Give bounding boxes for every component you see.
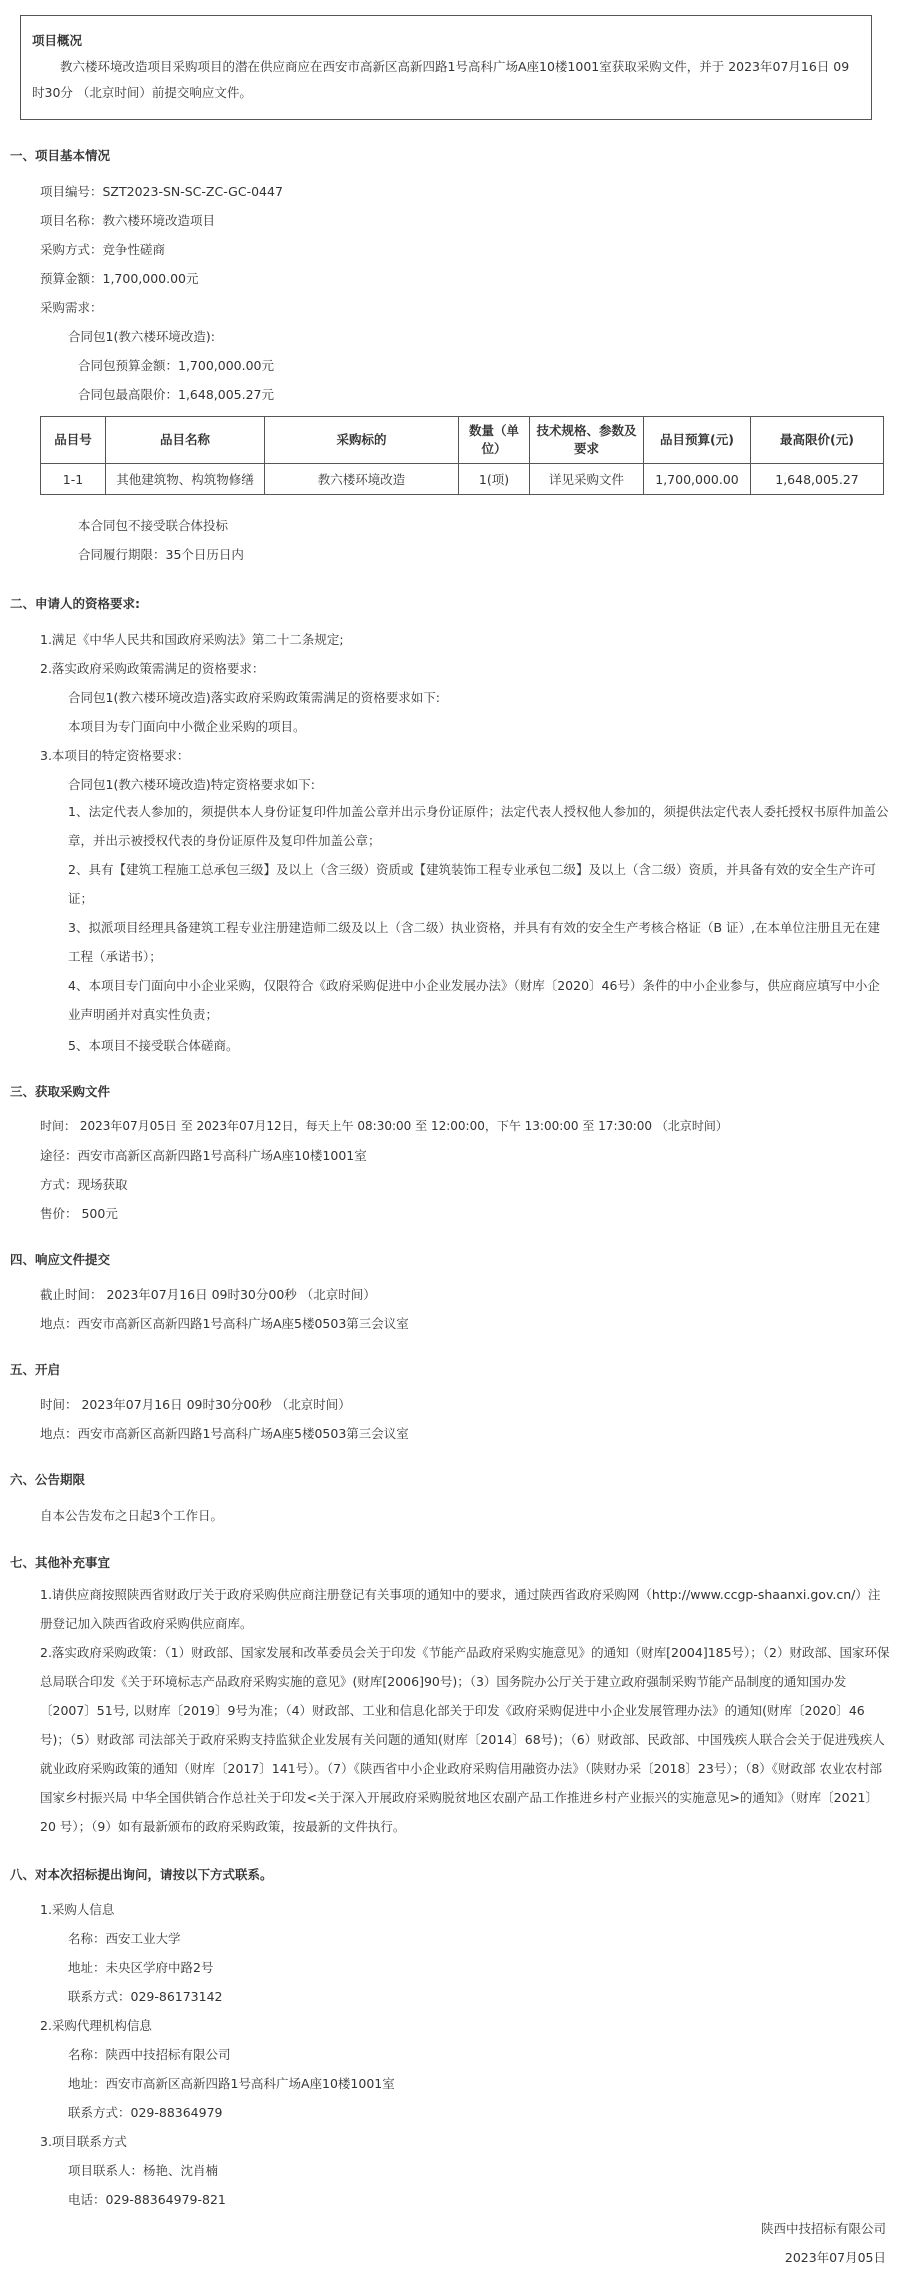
col-target: 采购标的 [265, 417, 459, 464]
contract-period: 合同履行期限：35个日历日内 [78, 547, 244, 562]
items-table [40, 416, 884, 495]
summary-title: 项目概况 [32, 33, 83, 48]
submission-deadline: 截止时间： 2023年07月16日 09时30分00秒 （北京时间） [40, 1287, 376, 1302]
section-5-heading: 五、开启 [10, 1362, 61, 1377]
footer-organization: 陕西中技招标有限公司 [760, 2221, 886, 2236]
opening-place: 地点：西安市高新区高新四路1号高科广场A座5楼0503第三会议室 [40, 1426, 409, 1441]
section-2-heading: 二、申请人的资格要求: [10, 596, 140, 611]
supplement-1: 1.请供应商按照陕西省财政厅关于政府采购供应商注册登记有关事项的通知中的要求，通过陕西省政府采购网（http://www.ccgp-shaanxi.gov.cn/）注册登记加入陕西省政府采购供应商库。 [40, 1587, 881, 1631]
agent-info-title: 2.采购代理机构信息 [40, 2018, 152, 2033]
col-specs: 技术规格、参数及要求 [530, 417, 644, 464]
acquire-place: 途径：西安市高新区高新四路1号高科广场A座10楼1001室 [40, 1148, 367, 1163]
requirement-4: 4、本项目专门面向中小企业采购，仅限符合《政府采购促进中小企业发展办法》（财库〔2020〕46号）条件的中小企业参与，供应商应填写中小企业声明函并对真实性负责； [68, 978, 880, 1022]
qual-item-1: 1.满足《中华人民共和国政府采购法》第二十二条规定; [40, 632, 344, 647]
table-row [41, 464, 884, 495]
opening-time: 时间： 2023年07月16日 09时30分00秒 （北京时间） [40, 1397, 351, 1412]
project-contact-phone: 电话：029-88364979-821 [68, 2192, 226, 2207]
qual-item-3: 3.本项目的特定资格要求： [40, 748, 190, 763]
cell-item-no: 1-1 [41, 464, 106, 495]
cell-quantity: 1(项) [459, 464, 530, 495]
requirement-1: 1、法定代表人参加的，须提供本人身份证复印件加盖公章并出示身份证原件；法定代表人授权他人参加的，须提供法定代表人委托授权书原件加盖公章，并出示被授权代表的身份证原件及复印件加盖公章； [68, 804, 889, 848]
cell-max-price: 1,648,005.27 [751, 464, 884, 495]
cell-budget: 1,700,000.00 [644, 464, 751, 495]
contract-package: 合同包1(教六楼环境改造): [68, 329, 215, 344]
package-max-price: 合同包最高限价：1,648,005.27元 [78, 387, 274, 402]
acquire-time: 时间： 2023年07月05日 至 2023年07月12日，每天上午 08:30:00 至 12:00:00，下午 13:00:00 至 17:30:00 （北京时间） [40, 1119, 728, 1133]
section-8-heading: 八、对本次招标提出询问，请按以下方式联系。 [10, 1867, 273, 1882]
summary-text: 教六楼环境改造项目采购项目的潜在供应商应在西安市高新区高新四路1号高科广场A座10楼1001室获取采购文件，并于 2023年07月16日 09时30分 （北京时间）前提交响应文件。 [32, 59, 850, 100]
col-quantity: 数量（单位） [459, 417, 530, 464]
col-max-price: 最高限价(元) [751, 417, 884, 464]
notice-period: 自本公告发布之日起3个工作日。 [40, 1508, 223, 1523]
agent-phone: 联系方式：029-88364979 [68, 2105, 223, 2120]
buyer-phone: 联系方式：029-86173142 [68, 1989, 223, 2004]
requirement-5: 5、本项目不接受联合体磋商。 [68, 1038, 239, 1053]
buyer-info-title: 1.采购人信息 [40, 1902, 115, 1917]
project-contact-person: 项目联系人：杨艳、沈肖楠 [68, 2163, 219, 2178]
qual-item-2a: 合同包1(教六楼环境改造)落实政府采购政策需满足的资格要求如下: [68, 690, 440, 705]
qual-item-2: 2.落实政府采购政策需满足的资格要求： [40, 661, 265, 676]
agent-name: 名称：陕西中技招标有限公司 [68, 2047, 231, 2062]
cell-target: 教六楼环境改造 [265, 464, 459, 495]
section-3-heading: 三、获取采购文件 [10, 1084, 111, 1099]
section-7-heading: 七、其他补充事宜 [10, 1555, 111, 1570]
submission-place: 地点：西安市高新区高新四路1号高科广场A座5楼0503第三会议室 [40, 1316, 409, 1331]
buyer-address: 地址：未央区学府中路2号 [68, 1960, 214, 1975]
procurement-demand: 采购需求： [40, 300, 103, 315]
section-6-heading: 六、公告期限 [10, 1472, 86, 1487]
no-consortium-note: 本合同包不接受联合体投标 [78, 518, 229, 533]
budget-amount: 预算金额：1,700,000.00元 [40, 271, 199, 286]
document-price: 售价： 500元 [40, 1206, 118, 1221]
agent-address: 地址：西安市高新区高新四路1号高科广场A座10楼1001室 [68, 2076, 395, 2091]
requirement-2: 2、具有【建筑工程施工总承包三级】及以上（含三级）资质或【建筑装饰工程专业承包二级】及以上（含二级）资质，并具备有效的安全生产许可证； [68, 862, 876, 906]
procurement-method: 采购方式：竞争性磋商 [40, 242, 166, 257]
project-contact-title: 3.项目联系方式 [40, 2134, 127, 2149]
supplement-2: 2.落实政府采购政策：（1）财政部、国家发展和改革委员会关于印发《节能产品政府采购实施意见》的通知（财库[2004]185号）；（2）财政部、国家环保总局联合印发《关于环境标志产品政府采购实施的意见》(财库[2006]90号)；（3）国务院办公厅关于建立政府强制采购节能产品制度的通知国办发〔2007〕51号, 以财库〔2019〕9号为准；（4）财政部、工业和信息化部关于印发《政府采购促进中小企业发展管理办法》的通知(财库〔2020〕46号)；（5）财政部 司法部关于政府采购支持监狱企业发展有关问题的通知(财库〔2014〕68号)；（6）财政部、民政部、中国残疾人联合会关于促进残疾人就业政府采购政策的通知（财库〔2017〕141号）。（7）《陕西省中小企业政府采购信用融资办法》（陕财办采〔2018〕23号）；（8）《财政部 农业农村部 国家乡村振兴局 中华全国供销合作总社关于印发<关于深入开展政府采购脱贫地区农副产品工作推进乡村产业振兴的实施意见>的通知》（财库〔2021〕20 号）；（9）如有最新颁布的政府采购政策，按最新的文件执行。 [40, 1645, 890, 1834]
qual-item-2b: 本项目为专门面向中小微企业采购的项目。 [68, 719, 306, 734]
footer-date: 2023年07月05日 [784, 2250, 886, 2265]
project-summary-box [20, 15, 872, 120]
acquire-way: 方式：现场获取 [40, 1177, 128, 1192]
col-item-no: 品目号 [41, 417, 106, 464]
project-name: 项目名称：教六楼环境改造项目 [40, 213, 216, 228]
qual-item-3a: 合同包1(教六楼环境改造)特定资格要求如下: [68, 777, 315, 792]
col-budget: 品目预算(元) [644, 417, 751, 464]
table-header-row [41, 417, 884, 464]
project-number: 项目编号：SZT2023-SN-SC-ZC-GC-0447 [40, 184, 283, 199]
buyer-name: 名称：西安工业大学 [68, 1931, 181, 1946]
section-4-heading: 四、响应文件提交 [10, 1252, 111, 1267]
package-budget: 合同包预算金额：1,700,000.00元 [78, 358, 274, 373]
col-item-name: 品目名称 [106, 417, 265, 464]
cell-specs: 详见采购文件 [530, 464, 644, 495]
cell-item-name: 其他建筑物、构筑物修缮 [106, 464, 265, 495]
section-1-heading: 一、项目基本情况 [10, 148, 111, 163]
requirement-3: 3、拟派项目经理具备建筑工程专业注册建造师二级及以上（含二级）执业资格，并具有有效的安全生产考核合格证（B 证）,在本单位注册且无在建工程（承诺书）； [68, 920, 880, 964]
